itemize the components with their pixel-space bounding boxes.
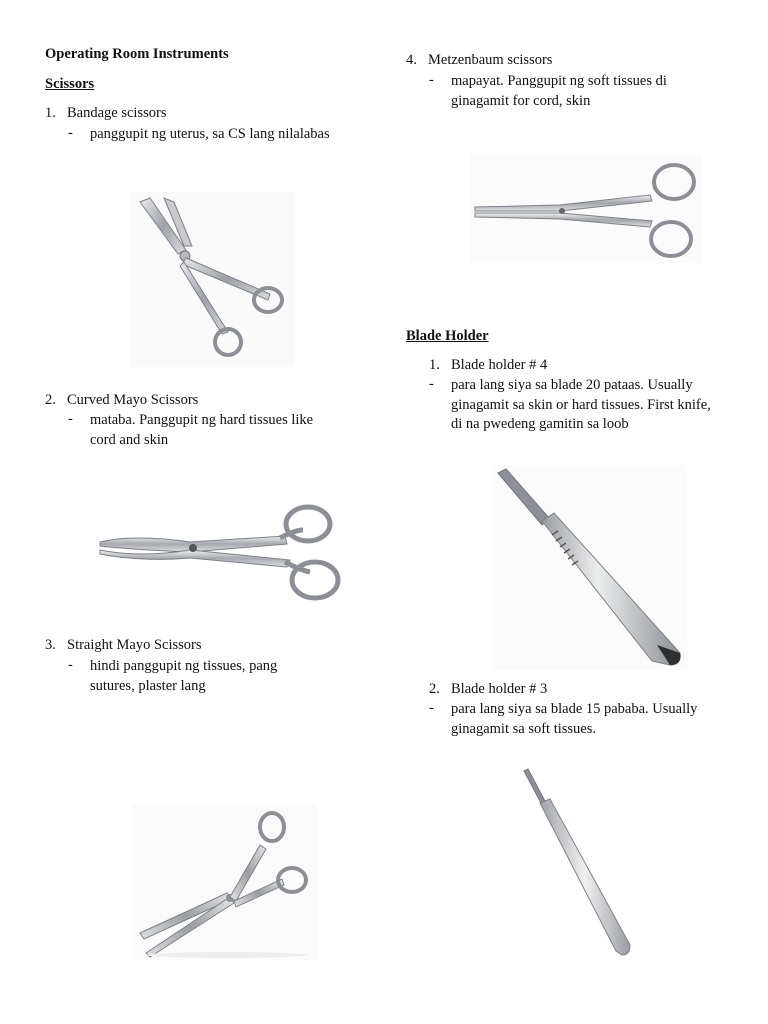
dash-marker: - (429, 376, 434, 392)
document-title: Operating Room Instruments (45, 46, 229, 62)
list-item-bandage-scissors (45, 105, 166, 122)
item-name: Curved Mayo Scissors (67, 392, 199, 408)
list-item-metzenbaum-scissors (406, 52, 552, 69)
straight-mayo-scissors-photo (132, 805, 317, 960)
description-line: para lang siya sa blade 20 pataas. Usually (451, 377, 693, 393)
item-number: 2. (45, 392, 56, 408)
dash-marker: - (68, 411, 73, 427)
item-description (90, 657, 277, 696)
item-name: Blade holder # 4 (451, 357, 548, 373)
description-line: para lang siya sa blade 15 pababa. Usually (451, 701, 698, 717)
item-description (451, 700, 697, 739)
blade-holder-4-photo (492, 465, 687, 670)
section-heading-blade-holder: Blade Holder (406, 328, 489, 344)
description-line: sutures, plaster lang (90, 677, 206, 694)
item-description (90, 411, 313, 450)
item-name: Metzenbaum scissors (428, 52, 553, 68)
list-item-blade-holder-3 (429, 681, 547, 698)
item-description (451, 376, 711, 435)
metzenbaum-scissors-photo (470, 155, 702, 263)
description-line: ginagamit sa skin or hard tissues. First knife, (451, 396, 711, 413)
item-number: 2. (429, 681, 440, 697)
item-number: 3. (45, 637, 56, 653)
description-line: hindi panggupit ng tissues, pang (90, 658, 278, 674)
list-item-curved-mayo-scissors (45, 392, 198, 409)
description-line: ginagamit for cord, skin (451, 92, 591, 109)
dash-marker: - (68, 657, 73, 673)
item-number: 1. (429, 357, 440, 373)
bandage-scissors-photo (130, 192, 295, 367)
blade-holder-3-photo (518, 765, 638, 960)
curved-mayo-scissors-photo (95, 500, 350, 605)
dash-marker: - (68, 125, 73, 141)
description-line: ginagamit sa soft tissues. (451, 720, 596, 737)
description-line: mapayat. Panggupit ng soft tissues di (451, 73, 667, 89)
dash-marker: - (429, 700, 434, 716)
description-line: panggupit ng uterus, sa CS lang nilalabas (90, 126, 330, 142)
description-line: di na pwedeng gamitin sa loob (451, 416, 629, 432)
item-description (451, 72, 667, 111)
item-number: 4. (406, 52, 417, 68)
item-number: 1. (45, 105, 56, 121)
dash-marker: - (429, 72, 434, 88)
item-name: Straight Mayo Scissors (67, 637, 202, 653)
list-item-straight-mayo-scissors (45, 637, 202, 654)
section-heading-scissors: Scissors (45, 76, 95, 92)
description-line: cord and skin (90, 431, 169, 448)
list-item-blade-holder-4 (429, 357, 547, 374)
item-description (90, 125, 330, 145)
item-name: Blade holder # 3 (451, 681, 548, 697)
item-name: Bandage scissors (67, 105, 167, 121)
description-line: mataba. Panggupit ng hard tissues like (90, 412, 314, 428)
